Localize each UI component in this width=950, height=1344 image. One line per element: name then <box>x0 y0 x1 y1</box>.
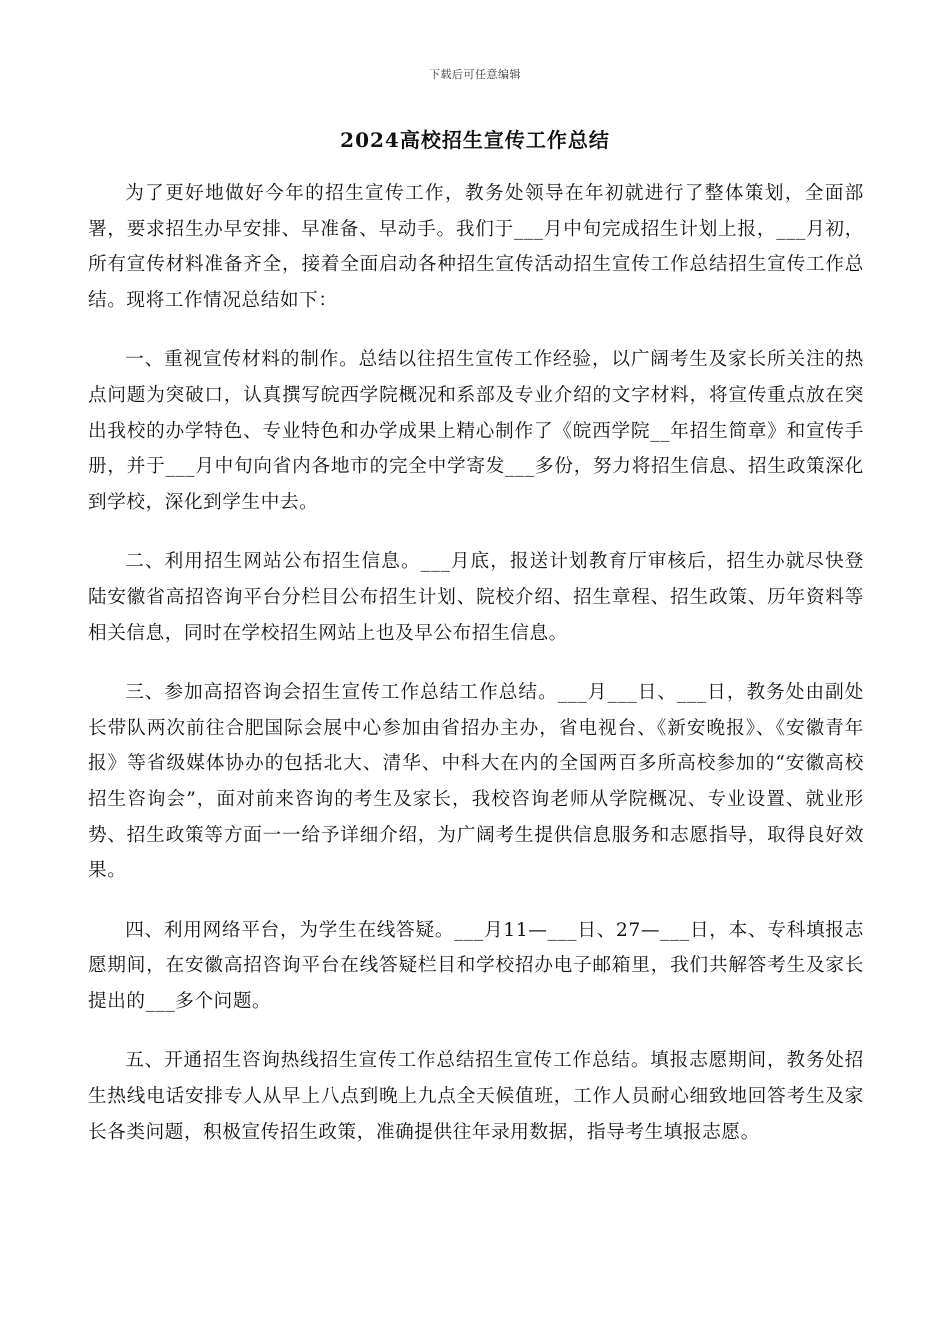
paragraph-section-3: 三、参加高招咨询会招生宣传工作总结工作总结。___月___日、___日，教务处由副处长带队两次前往合肥国际会展中心参加由省招办主办，省电视台、《新安晚报》、《安徽青年报》等省级媒体协办的包括北大、清华、中科大在内的全国两百多所高校参加的“安徽高校招生咨询会”，面对前来咨询的考生及家长，我校咨询老师从学院概况、专业设置、就业形势、招生政策等方面一一给予详细介绍，为广阔考生提供信息服务和志愿指导，取得良好效果。 <box>88 682 864 882</box>
paragraph-section-2: 二、利用招生网站公布招生信息。___月底，报送计划教育厅审核后，招生办就尽快登陆安徽省高招咨询平台分栏目公布招生计划、院校介绍、招生章程、招生政策、历年资料等相关信息，同时在学校招生网站上也及早公布招生信息。 <box>88 551 864 644</box>
paragraph-section-1: 一、重视宣传材料的制作。总结以往招生宣传工作经验，以广阔考生及家长所关注的热点问题为突破口，认真撰写皖西学院概况和系部及专业介绍的文字材料，将宣传重点放在突出我校的办学特色、专业特色和办学成果上精心制作了《皖西学院__年招生简章》和宣传手册，并于___月中旬向省内各地市的完全中学寄发___多份，努力将招生信息、招生政策深化到学校，深化到学生中去。 <box>88 349 864 513</box>
paragraph-section-5: 五、开通招生咨询热线招生宣传工作总结招生宣传工作总结。填报志愿期间，教务处招生热线电话安排专人从早上八点到晚上九点全天候值班，工作人员耐心细致地回答考生及家长各类问题，积极宣传招生政策，准确提供往年录用数据，指导考生填报志愿。 <box>88 1050 864 1143</box>
paragraph-intro: 为了更好地做好今年的招生宣传工作，教务处领导在年初就进行了整体策划，全面部署，要求招生办早安排、早准备、早动手。我们于___月中旬完成招生计划上报，___月初，所有宣传材料准备齐全，接着全面启动各种招生宣传活动招生宣传工作总结招生宣传工作总结。现将工作情况总结如下： <box>88 183 864 311</box>
document-body <box>88 176 864 1174</box>
paragraph-section-4: 四、利用网络平台，为学生在线答疑。___月11—___日、27—___日，本、专科填报志愿期间，在安徽高招咨询平台在线答疑栏目和学校招办电子邮箱里，我们共解答考生及家长提出的___多个问题。 <box>88 919 864 1012</box>
document-title: 2024高校招生宣传工作总结 <box>340 128 610 152</box>
header-note: 下载后可任意编辑 <box>429 68 521 81</box>
